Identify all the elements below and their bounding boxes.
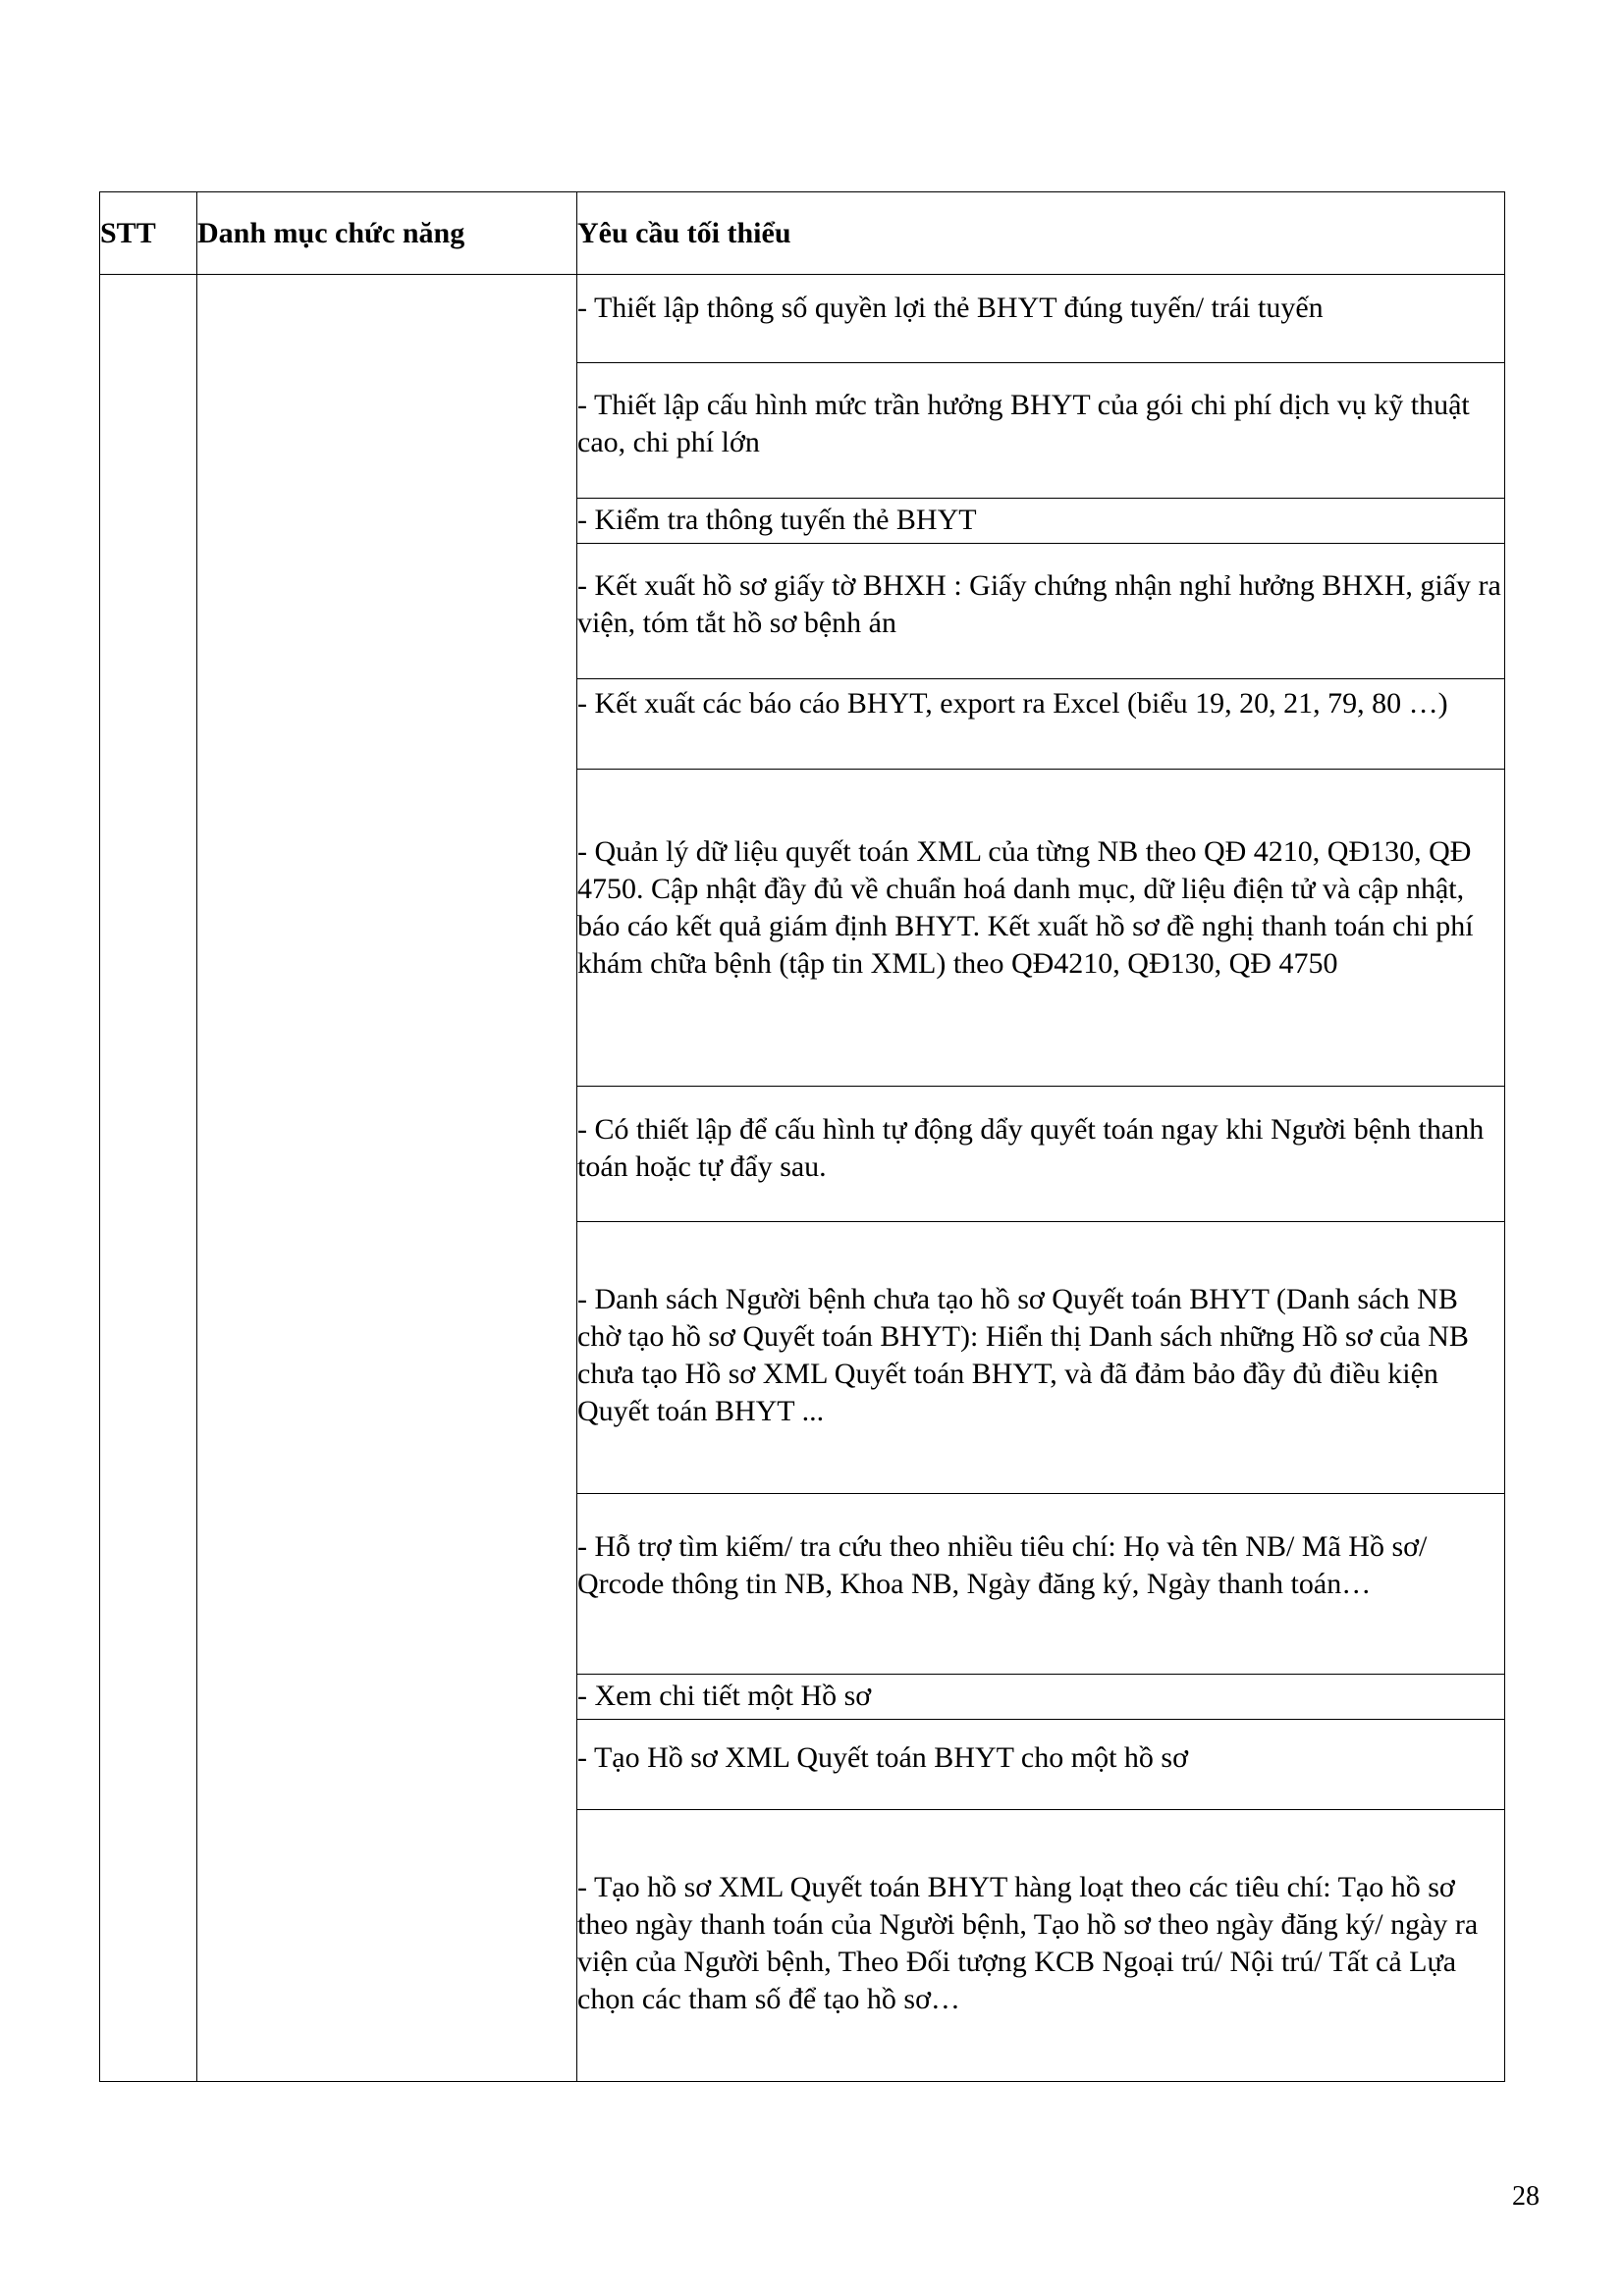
requirements-table [99, 191, 1505, 2082]
requirement-cell [577, 1810, 1505, 2082]
stt-cell [100, 275, 197, 2082]
header-requirement: Yêu cầu tối thiểu [577, 192, 1505, 275]
requirement-cell [577, 770, 1505, 1087]
requirement-text: - Xem chi tiết một Hồ sơ [577, 1680, 872, 1712]
requirement-cell [577, 1087, 1505, 1222]
requirement-text: - Danh sách Người bệnh chưa tạo hồ sơ Quyết toán BHYT (Danh sách NB chờ tạo hồ sơ Quyết toán BHYT): Hiển thị Danh sách những Hồ sơ của NB chưa tạo Hồ sơ XML Quyết toán BHYT, và đã đảm bảo đầy đủ điều kiện Quyết toán BHYT ... [577, 1283, 1469, 1427]
requirement-cell [577, 1222, 1505, 1494]
requirement-cell [577, 499, 1505, 544]
requirement-cell [577, 1675, 1505, 1720]
requirement-cell [577, 1720, 1505, 1810]
table-row [100, 275, 1505, 363]
requirement-text: - Thiết lập cấu hình mức trần hưởng BHYT của gói chi phí dịch vụ kỹ thuật cao, chi phí lớn [577, 389, 1470, 458]
requirement-cell [577, 275, 1505, 363]
requirement-text: - Tạo hồ sơ XML Quyết toán BHYT hàng loạt theo các tiêu chí: Tạo hồ sơ theo ngày thanh toán của Người bệnh, Tạo hồ sơ theo ngày đăng ký/ ngày ra viện của Người bệnh, Theo Đối tượng KCB Ngoại trú/ Nội trú/ Tất cả Lựa chọn các tham số để tạo hồ sơ… [577, 1871, 1479, 2015]
requirement-text: - Có thiết lập để cấu hình tự động dẩy quyết toán ngay khi Người bệnh thanh toán hoặc tự đẩy sau. [577, 1113, 1485, 1183]
requirement-cell [577, 363, 1505, 499]
requirement-text: - Kết xuất hồ sơ giấy tờ BHXH : Giấy chứng nhận nghỉ hưởng BHXH, giấy ra viện, tóm tắt hồ sơ bệnh án [577, 569, 1501, 639]
requirement-text: - Kết xuất các báo cáo BHYT, export ra Excel (biểu 19, 20, 21, 79, 80 …) [577, 687, 1448, 720]
requirement-text: - Thiết lập thông số quyền lợi thẻ BHYT đúng tuyến/ trái tuyến [577, 292, 1324, 324]
category-cell [197, 275, 577, 2082]
header-category: Danh mục chức năng [197, 192, 577, 275]
requirement-text: - Quản lý dữ liệu quyết toán XML của từng NB theo QĐ 4210, QĐ130, QĐ 4750. Cập nhật đầy đủ về chuẩn hoá danh mục, dữ liệu điện tử và cập nhật, báo cáo kết quả giám định BHYT. Kết xuất hồ sơ đề nghị thanh toán chi phí khám chữa bệnh (tập tin XML) theo QĐ4210, QĐ130, QĐ 4750 [577, 835, 1474, 980]
requirement-cell [577, 1494, 1505, 1675]
page-number: 28 [1512, 2181, 1540, 2212]
requirement-text: - Hỗ trợ tìm kiếm/ tra cứu theo nhiều tiêu chí: Họ và tên NB/ Mã Hồ sơ/ Qrcode thông tin NB, Khoa NB, Ngày đăng ký, Ngày thanh toán… [577, 1530, 1428, 1600]
requirement-cell [577, 544, 1505, 679]
header-row [100, 192, 1505, 275]
requirement-text: - Tạo Hồ sơ XML Quyết toán BHYT cho một hồ sơ [577, 1741, 1188, 1774]
header-stt: STT [100, 192, 197, 275]
requirement-cell [577, 679, 1505, 770]
requirement-text: - Kiểm tra thông tuyến thẻ BHYT [577, 504, 977, 536]
